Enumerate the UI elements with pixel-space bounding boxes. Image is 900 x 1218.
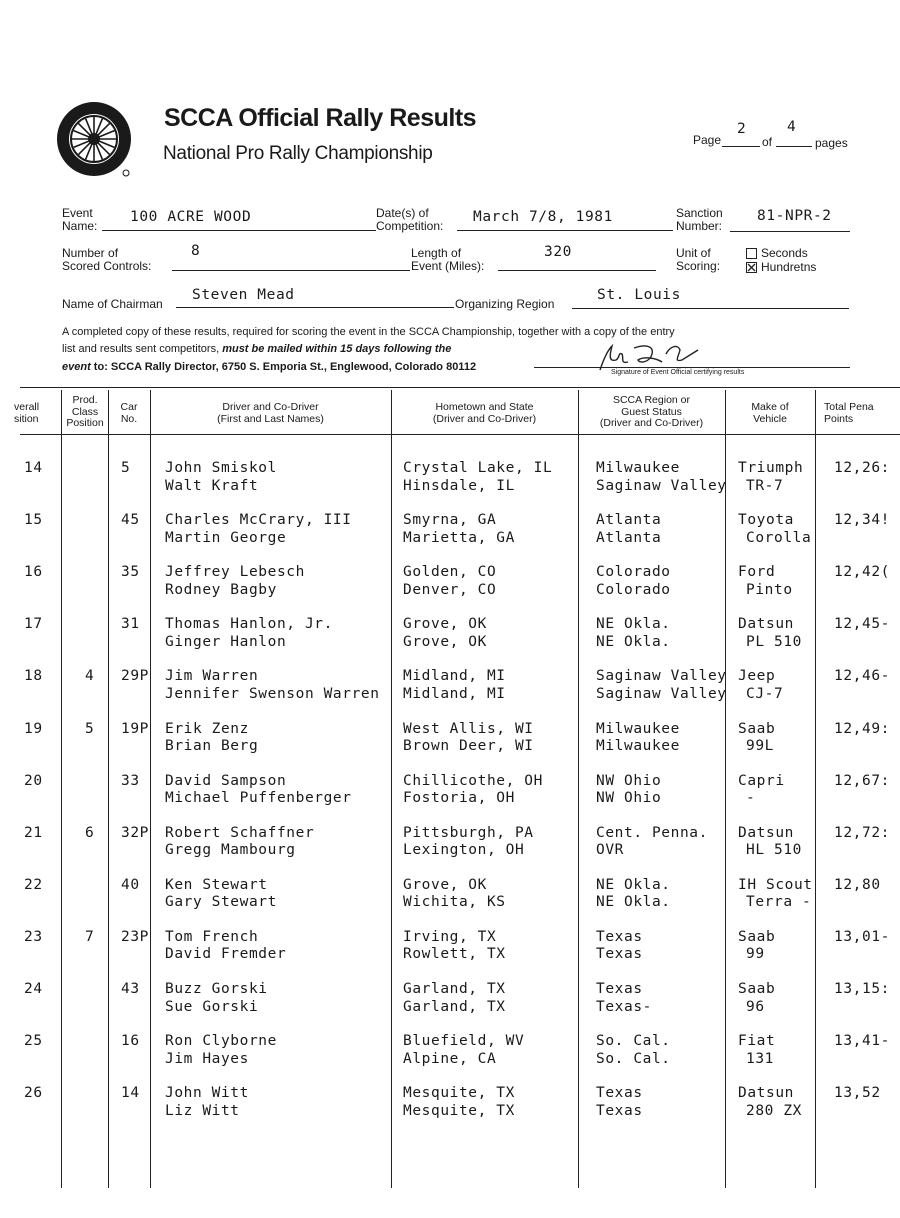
driver-name: Ken Stewart [165,876,268,893]
vehicle-make: Capri [738,772,785,789]
codriver-region: Milwaukee [596,738,680,754]
driver-name: David Sampson [165,772,287,789]
vehicle-model: 99L [746,738,774,754]
driver-region: Texas [596,928,643,945]
driver-name: Robert Schaffner [165,824,315,841]
page-total: 4 [787,119,797,135]
driver-name: John Smiskol [165,460,277,476]
vehicle-model: CJ-7 [746,685,784,702]
vehicle-make: Triumph [738,460,804,476]
overall-position: 17 [24,616,43,633]
driver-name: Ron Clyborne [165,1033,277,1050]
driver-region: Saginaw Valley [596,668,727,685]
driver-hometown: Mesquite, TX [403,1085,515,1102]
vehicle-model: HL 510 [746,842,802,859]
car-number: 32P [121,824,149,841]
codriver-name: Walt Kraft [165,477,259,494]
vehicle-make: Datsun [738,1085,794,1102]
header-car: Car No. [120,401,138,425]
car-number: 14 [121,1085,140,1102]
driver-region: So. Cal. [596,1033,671,1050]
driver-name: Erik Zenz [165,720,249,737]
header-points: Total Pena Points [824,401,874,425]
driver-hometown: Crystal Lake, IL [403,460,553,476]
codriver-region: Texas [596,946,643,963]
codriver-hometown: Mesquite, TX [403,1102,515,1119]
codriver-hometown: Grove, OK [403,633,487,650]
vehicle-model: PL 510 [746,633,802,650]
overall-position: 21 [24,824,43,841]
codriver-region: Saginaw Valley [596,685,727,702]
vehicle-model: Pinto [746,581,793,598]
chairman-value: Steven Mead [192,287,295,303]
driver-hometown: Chillicothe, OH [403,772,543,789]
codriver-name: Rodney Bagby [165,581,277,598]
driver-name: Thomas Hanlon, Jr. [165,616,333,633]
driver-region: NW Ohio [596,772,662,789]
col-rule-4 [391,390,392,1188]
driver-name: Buzz Gorski [165,981,268,997]
driver-region: Cent. Penna. [596,824,708,841]
overall-position: 18 [24,668,43,685]
controls-value: 8 [191,243,201,259]
driver-region: NE Okla. [596,876,671,893]
codriver-region: NE Okla. [596,633,671,650]
driver-name: Jeffrey Lebesch [165,564,305,581]
vehicle-model: 99 [746,946,765,963]
driver-name: Tom French [165,928,259,945]
driver-region: Texas [596,981,643,997]
vehicle-model: TR-7 [746,477,784,494]
driver-region: NE Okla. [596,616,671,633]
codriver-region: NW Ohio [596,790,662,807]
instructions-line-3: event to: SCCA Rally Director, 6750 S. Emporia St., Englewood, Colorado 80112 [62,361,477,373]
driver-hometown: West Allis, WI [403,720,534,737]
vehicle-make: Ford [738,564,776,581]
header-hometown: Hometown and State (Driver and Co-Driver) [432,401,537,425]
codriver-name: Brian Berg [165,738,259,754]
vehicle-model: Corolla [746,529,812,546]
car-number: 45 [121,512,140,529]
length-value: 320 [544,244,572,260]
driver-region: Colorado [596,564,671,581]
col-rule-2 [108,390,109,1188]
pages-label: pages [815,136,848,150]
codriver-name: Gregg Mambourg [165,842,296,859]
total-penalty-points: 12,49: [834,720,890,737]
sanction-value: 81-NPR-2 [757,208,832,224]
vehicle-model: Terra - [746,894,812,911]
header-make: Make of Vehicle [751,401,789,425]
chairman-label: Name of Chairman [62,297,163,311]
class-position: 7 [85,928,95,945]
car-number: 5 [121,460,131,476]
codriver-name: Liz Witt [165,1102,240,1119]
event-name-value: 100 ACRE WOOD [130,209,252,225]
header-overall: verall sition [14,401,40,425]
codriver-name: David Fremder [165,946,287,963]
page-total-line [776,146,812,147]
codriver-region: Saginaw Valley [596,477,727,494]
codriver-region: OVR [596,842,624,859]
controls-label: Number of Scored Controls: [62,246,152,273]
vehicle-make: Saab [738,928,776,945]
driver-region: Atlanta [596,512,662,529]
vehicle-model: 280 ZX [746,1102,802,1119]
overall-position: 26 [24,1085,43,1102]
driver-region: Milwaukee [596,460,680,476]
total-penalty-points: 12,67: [834,772,890,789]
col-rule-1 [61,390,62,1188]
codriver-region: So. Cal. [596,1050,671,1067]
codriver-name: Martin George [165,529,287,546]
sanction-label: Sanction Number: [676,206,723,233]
vehicle-make: Datsun [738,616,794,633]
signature-label: Signature of Event Official certifying results [611,369,745,376]
vehicle-model: 96 [746,998,765,1015]
driver-hometown: Garland, TX [403,981,506,997]
codriver-region: Colorado [596,581,671,598]
sanction-line [730,231,850,232]
driver-hometown: Bluefield, WV [403,1033,525,1050]
page-number-line [722,146,760,147]
driver-hometown: Pittsburgh, PA [403,824,534,841]
driver-name: Jim Warren [165,668,259,685]
event-name-line [102,230,376,231]
class-position: 4 [85,668,95,685]
header-class: Prod. Class Position [66,394,104,429]
total-penalty-points: 12,45- [834,616,890,633]
total-penalty-points: 12,34! [834,512,890,529]
controls-line [172,270,410,271]
codriver-hometown: Brown Deer, WI [403,738,534,754]
codriver-hometown: Fostoria, OH [403,790,515,807]
vehicle-make: Jeep [738,668,776,685]
overall-position: 19 [24,720,43,737]
total-penalty-points: 12,46- [834,668,890,685]
vehicle-model: - [746,790,756,807]
scoring-label: Unit of Scoring: [676,246,721,273]
driver-hometown: Golden, CO [403,564,497,581]
car-number: 19P [121,720,149,737]
length-label: Length of Event (Miles): [411,246,485,273]
vehicle-make: Saab [738,981,776,997]
total-penalty-points: 13,41- [834,1033,890,1050]
driver-hometown: Midland, MI [403,668,506,685]
total-penalty-points: 13,52 [834,1085,881,1102]
col-rule-6 [725,390,726,1188]
table-header-rule [20,434,900,435]
codriver-name: Ginger Hanlon [165,633,287,650]
driver-hometown: Grove, OK [403,616,487,633]
total-penalty-points: 13,01- [834,928,890,945]
dates-line [457,230,673,231]
driver-hometown: Irving, TX [403,928,497,945]
codriver-hometown: Rowlett, TX [403,946,506,963]
codriver-name: Jennifer Swenson Warren [165,685,380,702]
region-label: Organizing Region [455,297,555,311]
scoring-seconds-checkbox[interactable] [746,248,757,259]
total-penalty-points: 12,42( [834,564,890,581]
page-number: 2 [737,121,747,137]
car-number: 43 [121,981,140,997]
codriver-region: Atlanta [596,529,662,546]
overall-position: 14 [24,460,43,476]
driver-hometown: Grove, OK [403,876,487,893]
car-number: 40 [121,876,140,893]
overall-position: 24 [24,981,43,997]
driver-hometown: Smyrna, GA [403,512,497,529]
class-position: 5 [85,720,95,737]
driver-region: Texas [596,1085,643,1102]
car-number: 31 [121,616,140,633]
codriver-hometown: Hinsdale, IL [403,477,515,494]
car-number: 33 [121,772,140,789]
vehicle-make: Datsun [738,824,794,841]
car-number: 29P [121,668,149,685]
instructions-line-1: A completed copy of these results, required for scoring the event in the SCCA Championship, together with a copy of the entry [62,326,675,338]
vehicle-make: IH Scout [738,876,813,893]
codriver-hometown: Lexington, OH [403,842,525,859]
codriver-name: Sue Gorski [165,998,259,1015]
total-penalty-points: 13,15: [834,981,890,997]
dates-value: March 7/8, 1981 [473,209,613,225]
driver-region: Milwaukee [596,720,680,737]
length-line [498,270,656,271]
scoring-hundreths-label: Hundretns [761,260,817,274]
codriver-hometown: Denver, CO [403,581,497,598]
region-line [572,308,849,309]
col-rule-5 [578,390,579,1188]
total-penalty-points: 12,26: [834,460,890,476]
codriver-region: NE Okla. [596,894,671,911]
overall-position: 25 [24,1033,43,1050]
of-label: of [762,135,773,149]
codriver-hometown: Marietta, GA [403,529,515,546]
car-number: 16 [121,1033,140,1050]
col-rule-7 [815,390,816,1188]
driver-name: Charles McCrary, III [165,512,352,529]
checkmark-x-icon [747,263,756,272]
region-value: St. Louis [597,287,681,303]
table-top-rule [20,387,900,388]
overall-position: 15 [24,512,43,529]
scca-logo [56,101,136,181]
codriver-hometown: Wichita, KS [403,894,506,911]
codriver-hometown: Midland, MI [403,685,506,702]
scoring-hundreths-checkbox[interactable] [746,262,757,273]
page-subtitle: National Pro Rally Championship [163,143,433,164]
header-region: SCCA Region or Guest Status (Driver and Co-Driver) [599,394,704,429]
page-title: SCCA Official Rally Results [164,104,477,132]
total-penalty-points: 12,72: [834,824,890,841]
car-number: 35 [121,564,140,581]
page-label: Page [693,133,722,147]
wheel-logo-icon [56,101,136,181]
vehicle-make: Fiat [738,1033,776,1050]
instructions-line-2: list and results sent competitors, must be mailed within 15 days following the [62,343,452,355]
chairman-line [176,307,454,308]
overall-position: 22 [24,876,43,893]
codriver-hometown: Alpine, CA [403,1050,497,1067]
car-number: 23P [121,928,149,945]
codriver-region: Texas- [596,998,652,1015]
driver-name: John Witt [165,1085,249,1102]
codriver-name: Gary Stewart [165,894,277,911]
col-rule-3 [150,390,151,1188]
vehicle-make: Saab [738,720,776,737]
overall-position: 23 [24,928,43,945]
codriver-name: Jim Hayes [165,1050,249,1067]
vehicle-make: Toyota [738,512,794,529]
total-penalty-points: 12,80 [834,876,881,893]
header-driver: Driver and Co-Driver (First and Last Names) [217,401,324,425]
overall-position: 20 [24,772,43,789]
codriver-region: Texas [596,1102,643,1119]
overall-position: 16 [24,564,43,581]
event-name-label: Event Name: [62,206,98,233]
codriver-hometown: Garland, TX [403,998,506,1015]
vehicle-model: 131 [746,1050,774,1067]
class-position: 6 [85,824,95,841]
scoring-seconds-label: Seconds [761,246,808,260]
codriver-name: Michael Puffenberger [165,790,352,807]
dates-label: Date(s) of Competition: [376,206,444,233]
